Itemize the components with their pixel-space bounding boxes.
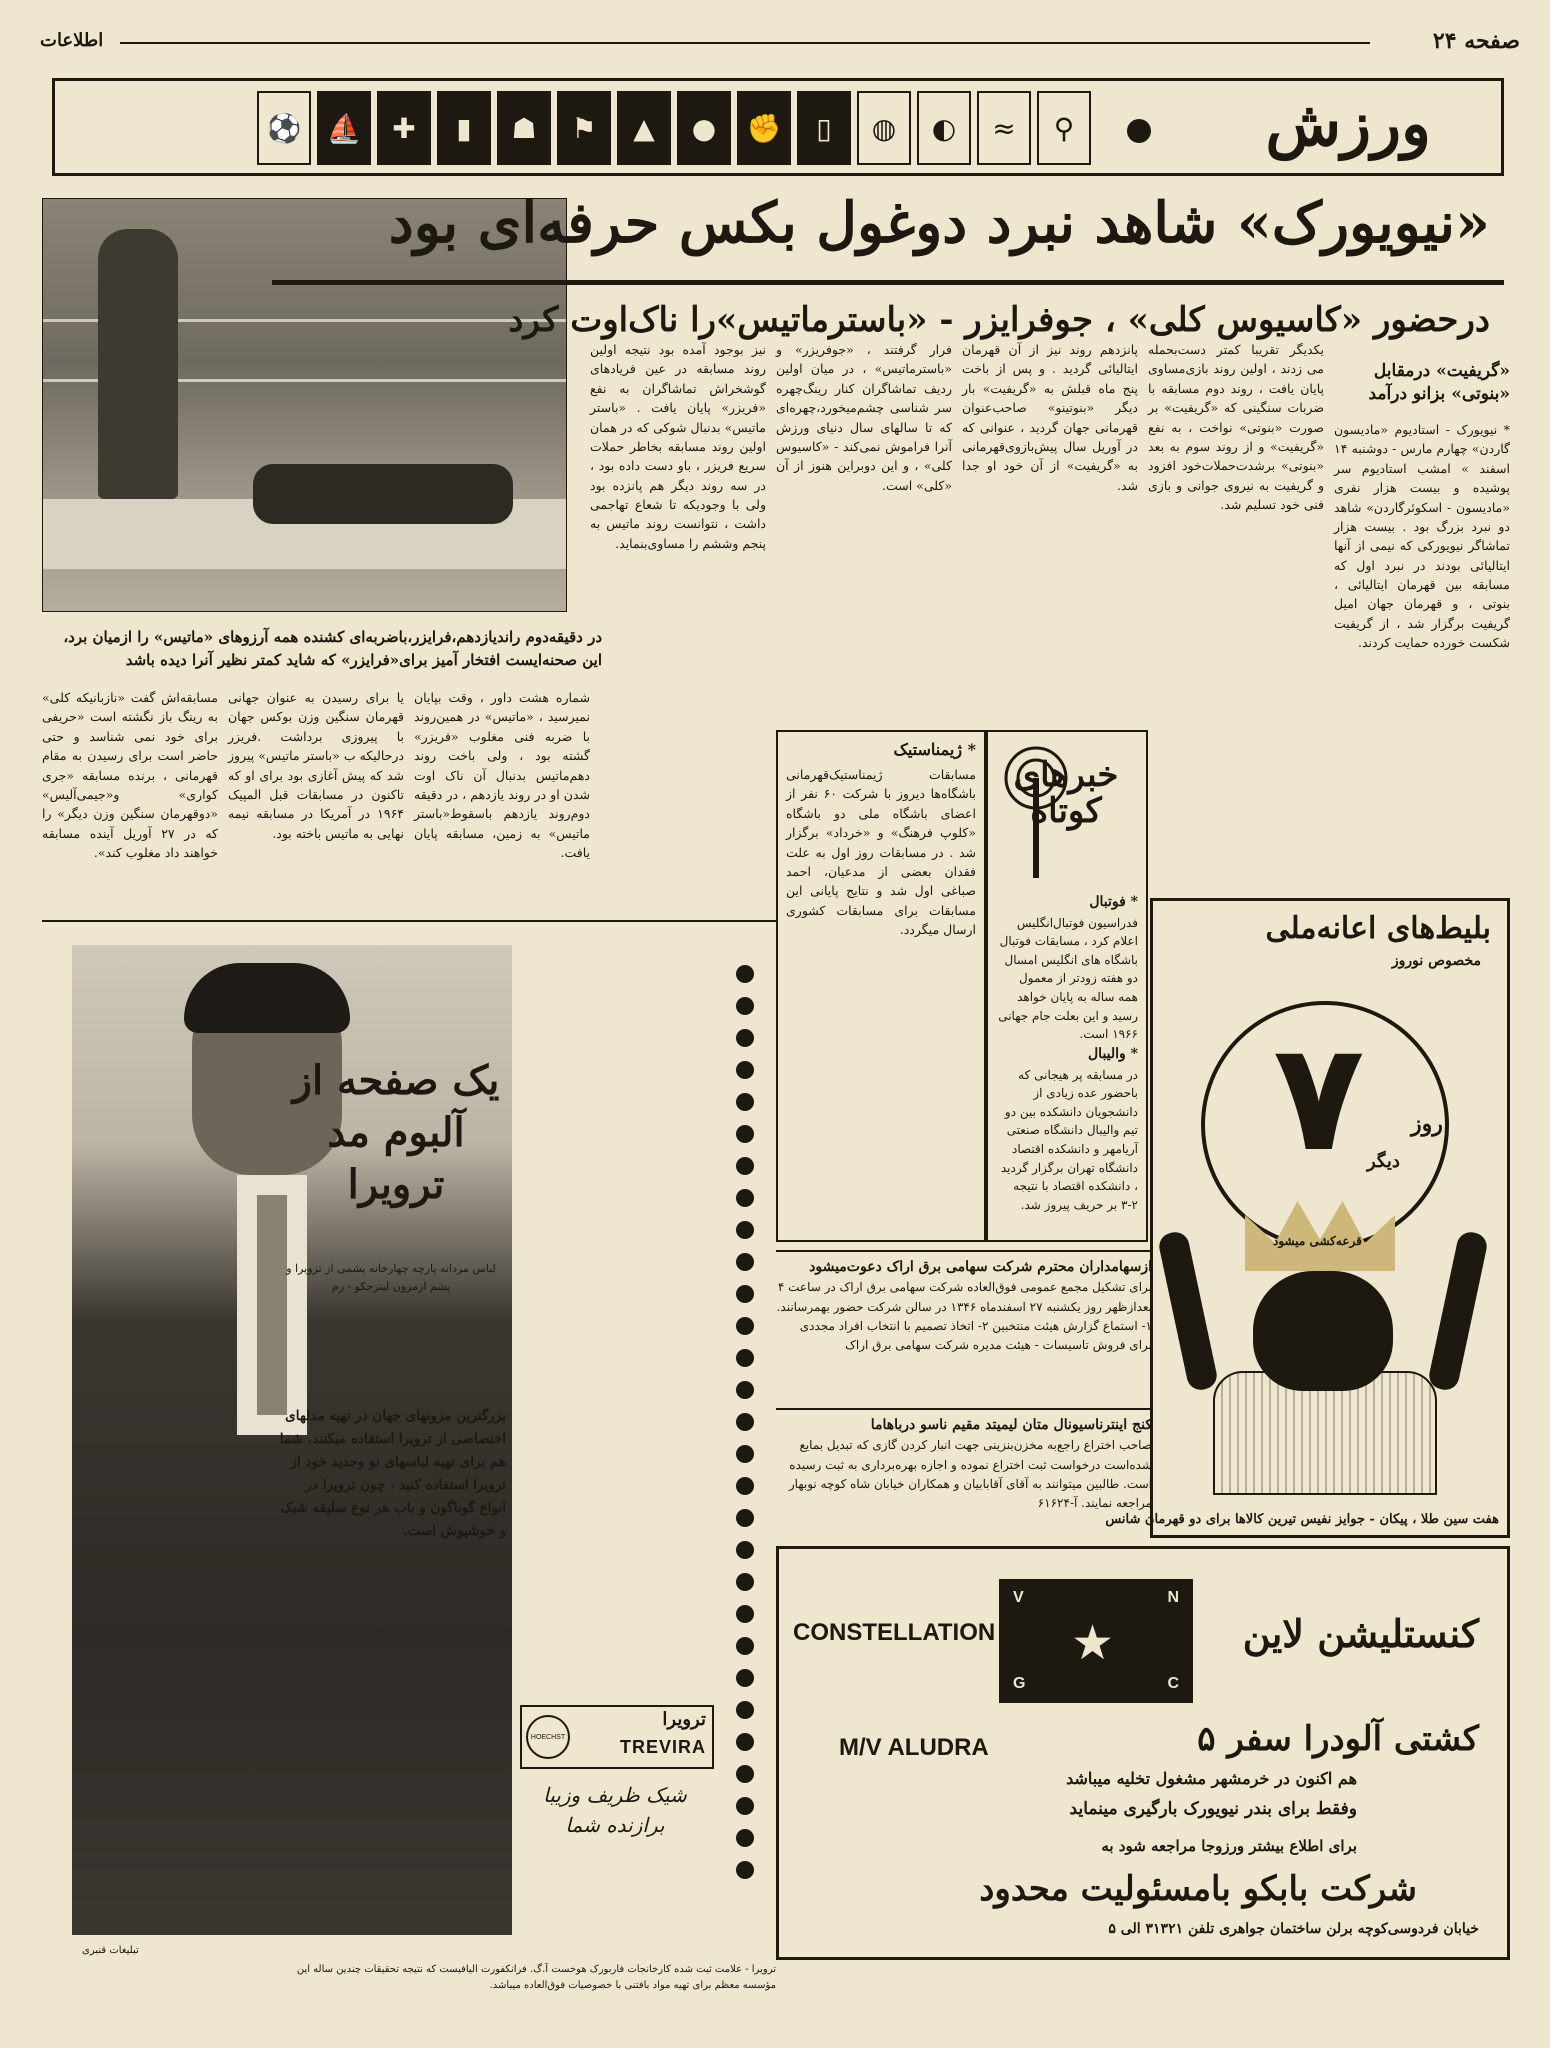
constellation-ad	[776, 1546, 1510, 1960]
swimming-icon: ≈	[977, 91, 1031, 165]
constellation-title-fa: کنستلیشن لاین	[1242, 1611, 1479, 1656]
lottery-title: بلیط‌های اعانه‌ملی	[1265, 911, 1491, 946]
spiral-binding	[730, 965, 754, 1905]
section-title: ورزش	[1265, 87, 1431, 160]
article-column-4	[776, 340, 952, 499]
figure-face	[1253, 1271, 1393, 1391]
flag-letter: G	[1013, 1675, 1026, 1692]
header-rule	[120, 42, 1370, 44]
ad-line-1: هم اکنون در خرمشهر مشغول تخلیه میباشد	[1066, 1769, 1357, 1788]
agent-address: خیابان فردوسی‌کوچه برلن ساختمان جواهری تلفن ۳۱۳۲۱ الی ۵	[1108, 1921, 1479, 1937]
short-news-title: خبرهای کوتاه	[1013, 755, 1119, 831]
football-news: فدراسیون فوتبال‌انگلیس اعلام کرد ، مسابقات فوتبال باشگاه های انگلیس امسال دو هفته زودتر از معمول همه ساله به پایان خواهد رسید و این بعلت جام جهانی ۱۹۶۶ است.	[998, 915, 1138, 1042]
football-subhead: * فوتبال	[1089, 894, 1138, 910]
flag-letter: V	[1013, 1589, 1024, 1606]
paragraph: فرار گرفتند ، «جوفریزر» و «باستر‌ماتیس» ، در میان اولین ردیف تماشاگران کنار رینگ‌چهره سر شناسی چشم‌میخورد،چهره‌ای که تا سالهای سال دنیای ورزش آنرا فراموش نمی‌کند - «کاسیوس کلی» ، و این دوبراین هنوز از آن «کلی» است.	[776, 342, 952, 493]
article-bottom-column-2	[228, 688, 404, 847]
shareholders-notice	[776, 1250, 1152, 1355]
notice-text: صاحب اختراع راجع‌به مخزن‌بنزینی جهت انبار کردن گازی که تبدیل بمایع شده‌است درخواست ثبت اختراع نموده و اجازه بهره‌برداری به ثبت رسیده است. طالبین میتوانند به آقای آقابابیان و همکاران خیابان شاه کوچه نوبهار مراجعه نمایند. آ-۶۱۶۲۴	[788, 1438, 1152, 1510]
article-column-5	[590, 340, 766, 557]
flag-letter: N	[1167, 1589, 1179, 1606]
medicine-ball-icon: ◐	[917, 91, 971, 165]
constellation-title-en: CONSTELLATION LINE	[793, 1619, 1057, 1646]
short-news-header	[996, 738, 1146, 888]
trevira-ad	[42, 935, 776, 1960]
subheadline: درحضور «کاسیوس کلی» ، جوفرایزر - «باسترماتیس»را ناک‌اوت کرد	[508, 300, 1490, 340]
fallen-boxer	[253, 464, 513, 524]
article-column-3	[962, 340, 1138, 499]
trevira-garment-note: لباس مردانه پارچه چهارخانه پشمی از ترویرا و پشم ازمزون لیترجکو - رم	[286, 1262, 496, 1293]
trevira-body: بزرگترین مزونهای جهان در تهیه مدلهای اختصاصی از ترویرا استفاده میکنند. شما هم برای تهیه لباسهای نو وجدید خود از ترویرا استفاده کنید ، چون ترویرا در انواع گوناگون و باب هر نوع سلیقه شیک و خوشپوش است.	[279, 1408, 506, 1539]
main-headline: «نیویورک» شاهد نبرد دوغول بکس حرفه‌ای بود	[388, 190, 1490, 256]
left-arm	[1157, 1230, 1220, 1393]
weightlifting-icon: ✚	[377, 91, 431, 165]
paragraph: یا برای رسیدن به عنوان جهانی قهرمان سنگین وزن بوکس جهان با پیروزی برداشت .فریزر درحالیکه ب «باستر ماتیس» پیروز شد که پیش آغازی بود برای او که تاکنون در مسابقات قبل المپیک ۱۹۶۴ در آمریکا در مسابقه نیمه نهایی به ماتیس باخته بود.	[228, 690, 404, 841]
notice-title: ازسهامداران محترم شرکت سهامی برق اراک دعوت‌میشود	[809, 1259, 1152, 1275]
volleyball-icon: ⚽	[257, 91, 311, 165]
star-icon: ★	[1071, 1615, 1115, 1671]
trevira-slogan: شیک ظریف وزیبا برازنده شما	[543, 1783, 687, 1837]
other-word: دیگر	[1367, 1151, 1400, 1172]
football-icon: ●	[677, 91, 731, 165]
boxing-icon: ✊	[737, 91, 791, 165]
days-word: روز	[1411, 1111, 1443, 1137]
sailing-icon: ▲	[617, 91, 671, 165]
vessel-name-fa: کشتی آلودرا سفر ۵	[1197, 1719, 1479, 1759]
photo-caption: در دقیقه‌دوم راندیازدهم،فرایزر،باضربه‌ای کشنده همه آرزوهای «ماتیس» را ازمیان برد، این صحنه‌ایست افتخار آمیز برای«فرایزر» که شاید کمتر نظیر آنرا دیده باشد	[63, 628, 602, 670]
days-number: ۷	[1273, 1011, 1365, 1185]
notice-text: برای تشکیل مجمع عمومی فوق‌العاده شرکت سهامی برق اراک در ساعت ۴ بعدازظهر روز یکشنبه ۲۷ اسفندماه ۱۳۴۶ در سالن شرکت حضور بهمرسانند. ۱- استماع گزارش هیئت منتخبین ۲- اتخاذ تصمیم با انتخاب افراد مجددی برای فروش تاسیسات - هیئت مدیره شرکت سهامی برق اراک	[776, 1280, 1152, 1352]
sports-icons	[257, 91, 1091, 165]
article-column-2	[1148, 340, 1324, 518]
notice-title: کنج اینترناسیونال متان لیمیتد مقیم ناسو درباهاما	[870, 1417, 1152, 1433]
trevira-logo	[520, 1705, 714, 1769]
hoechst-badge: HOECHST	[526, 1715, 570, 1759]
ad-line-2: وفقط برای بندر نیویورک بارگیری مینماید	[1069, 1799, 1357, 1819]
article-bottom-column-1	[414, 688, 590, 866]
publication-name: اطلاعات	[40, 30, 104, 51]
paragraph: یکدیگر تقریبا کمتر دست‌بحمله می زدند ، اولین روند بازی‌مساوی پایان یافت ، روند دوم مسابقه با ضربات سنگینی که «گریفیت» بر صورت «بنوتی» نواخت ، به نفع «گریفیت» و از روند سوم به بعد «بنوتی» برشدت‌حملات‌خود افزود و گریفیت به نیروی جوانی و بازی فنی خود تسلیم شد.	[1148, 342, 1324, 512]
gymnastics-box	[776, 730, 986, 1242]
article-column-1	[1334, 420, 1510, 657]
volleyball-news: در مسابقه پر هیجانی که باحضور عده زیادی از دانشجویان دانشکده بین دو تیم والیبال دانشگاه صنعتی آریامهر و دانشکده اقتصاد دانشگاه تهران برگزار گردید ، دانشکده اقتصاد با نتیجه ۲-۳ بر حریف پیروز شد.	[1000, 1067, 1138, 1212]
gymnastics-title: * ژیمناستیک	[893, 740, 976, 759]
volleyball-subhead: * والیبال	[1088, 1045, 1138, 1062]
model-hair	[184, 963, 350, 1033]
model-tie	[257, 1195, 287, 1415]
boxing-photo	[42, 198, 567, 612]
trevira-title: یک صفحه از آلبوم مد ترویرا	[292, 1057, 500, 1208]
rowing-icon: ⛵	[317, 91, 371, 165]
side-subhead: «گریفیت» درمقابل «بنوتی» بزانو درآمد	[1368, 361, 1510, 404]
headline-rule	[272, 280, 1504, 285]
paragraph: شماره هشت داور ، وقت بپایان نمیرسید ، «ماتیس» در همین‌روند با ضربه فنی مغلوب «فریزر» گشته بود ، ولی باخت روند دهم‌ماتیس بدنبال آن ناک اوت شدن او در روند یازدهم ، در دقیقه دوم‌روند یازدهم باسقوط«باستر ماتیس» به زمین، مسابقه پایان یافت.	[414, 690, 590, 860]
paragraph: * نیویورک - استادیوم «مادیسون گاردن» چهارم مارس - دوشنبه ۱۴ اسفند » امشب استادیوم سر پوشیده و بیست هزار نفری «مادیسون - اسکوئرگاردن» شاهد دو نبرد بزرگ بود . بیست هزار تماشاگر نیویورکی که نیمی از آنها ایتالیائی بودند در نبرد اول که مسابقه بین قهرمان ایتالیائی ، بنوتی ، و قهرمان جهان امیل گریفیت برگزار شد ، از گریفیت شکست خورده حمایت کردند.	[1334, 422, 1510, 651]
standing-boxer	[98, 229, 178, 499]
gymnastics-text: مسابقات ژیمناستیک‌قهرمانی باشگاه‌ها دیروز با شرکت ۶۰ نفر از اعضای باشگاه ملی دو باشگاه «کلوپ فرهنگ» و «خرداد» برگزار شد . در مسابقات روز اول به علت فقدان بعضی از مدعیان، احمد صباغی اول شد و نتایج پایانی این مسابقات برای مسابقات کشوری ارسال میگردد.	[786, 767, 977, 937]
running-icon: ⚑	[557, 91, 611, 165]
ad-credit: تبلیغات قنبری	[82, 1945, 139, 1956]
page-header	[40, 28, 1520, 58]
lottery-subtitle: مخصوص نوروز	[1391, 953, 1481, 969]
trevira-logo-fa: ترویرا	[662, 1709, 706, 1730]
crown-text: قرعه‌کشی میشود	[1273, 1234, 1362, 1248]
trevira-footnote: ترویرا - علامت ثبت شده کارخانجات فاربورک هوخست آ.گ. فرانکفورت الیافیست که نتیجه تحقیقات چندین ساله این مؤسسه معظم برای تهیه مواد بافتنی با خصوصیات فوق‌العاده میباشد.	[296, 1964, 776, 1991]
paragraph: پانزدهم روند نیز از آن قهرمان ایتالیائی گردید . و پس از باخت پنج ماه قبلش به «گریفیت» بار دیگر «بنوتینو» صاحب‌عنوان قهرمانی جهان گردید ، عنوانی که در آوریل سال پیش‌بازوی‌قهرمانی به «گریفیت» از آن خود او جدا شد.	[962, 342, 1138, 493]
section-rule	[42, 920, 776, 922]
basketball-icon: ◍	[857, 91, 911, 165]
page-number: صفحه ۲۴	[1432, 28, 1520, 54]
patent-notice	[776, 1408, 1152, 1513]
paragraph: نیز بوجود آمده بود نتیجه اولین روند مسابقه در عین فریاد‌های گوشخراش تماشاگران به نفع «فریزر» پایان یافت . «باستر ماتیس» بدنبال شوکی که در همان اولین روند مسابقه بخاطر حملات سریع فریزر ، باو دست داده بود ، در سه روند دیگر هم پانزده بود ولی با وجودیکه تا شعاع تهاجمی داشت ، نتوانست روند ماتیس به پنجم وششم را مساوی‌بنماید.	[590, 342, 766, 551]
bicycle-icon: ⚲	[1037, 91, 1091, 165]
bullet-icon	[1127, 119, 1151, 143]
tennis-icon: ▯	[797, 91, 851, 165]
vessel-name-en: M/V ALUDRA	[839, 1734, 989, 1761]
flag-letter: C	[1167, 1675, 1179, 1692]
sports-banner	[52, 78, 1504, 176]
short-news-box	[986, 730, 1148, 1242]
agent-company: شرکت بابکو بامسئولیت محدود	[979, 1869, 1417, 1909]
short-news-text	[996, 892, 1138, 1214]
canoe-icon: ▮	[437, 91, 491, 165]
trevira-logo-en: TREVIRA	[619, 1737, 706, 1757]
lottery-footer: هفت سین طلا ، پیکان - جوایز نفیس تیرین کالاها برای دو قهرمان شانس	[1105, 1512, 1499, 1527]
wrestling-icon: ☗	[497, 91, 551, 165]
right-arm	[1427, 1230, 1490, 1393]
paragraph: مسابقه‌اش گفت «نازبانیکه کلی» به رینگ باز نگشته است «حریفی برای خود نمی شناسد و حتی حاضر است برای رسیدن به مقام قهرمانی ، برنده مسابقه «جری کواری» و«جیمی‌آلیس» «دوقهرمان سنگین وزن دیگر» را که در ۲۷ آوریل آینده مسابقه خواهند داد مغلوب کند».	[42, 690, 219, 860]
ad-line-3: برای اطلاع بیشتر ورزوجا مراجعه شود به	[1101, 1837, 1357, 1855]
article-bottom-column-3	[42, 688, 218, 866]
